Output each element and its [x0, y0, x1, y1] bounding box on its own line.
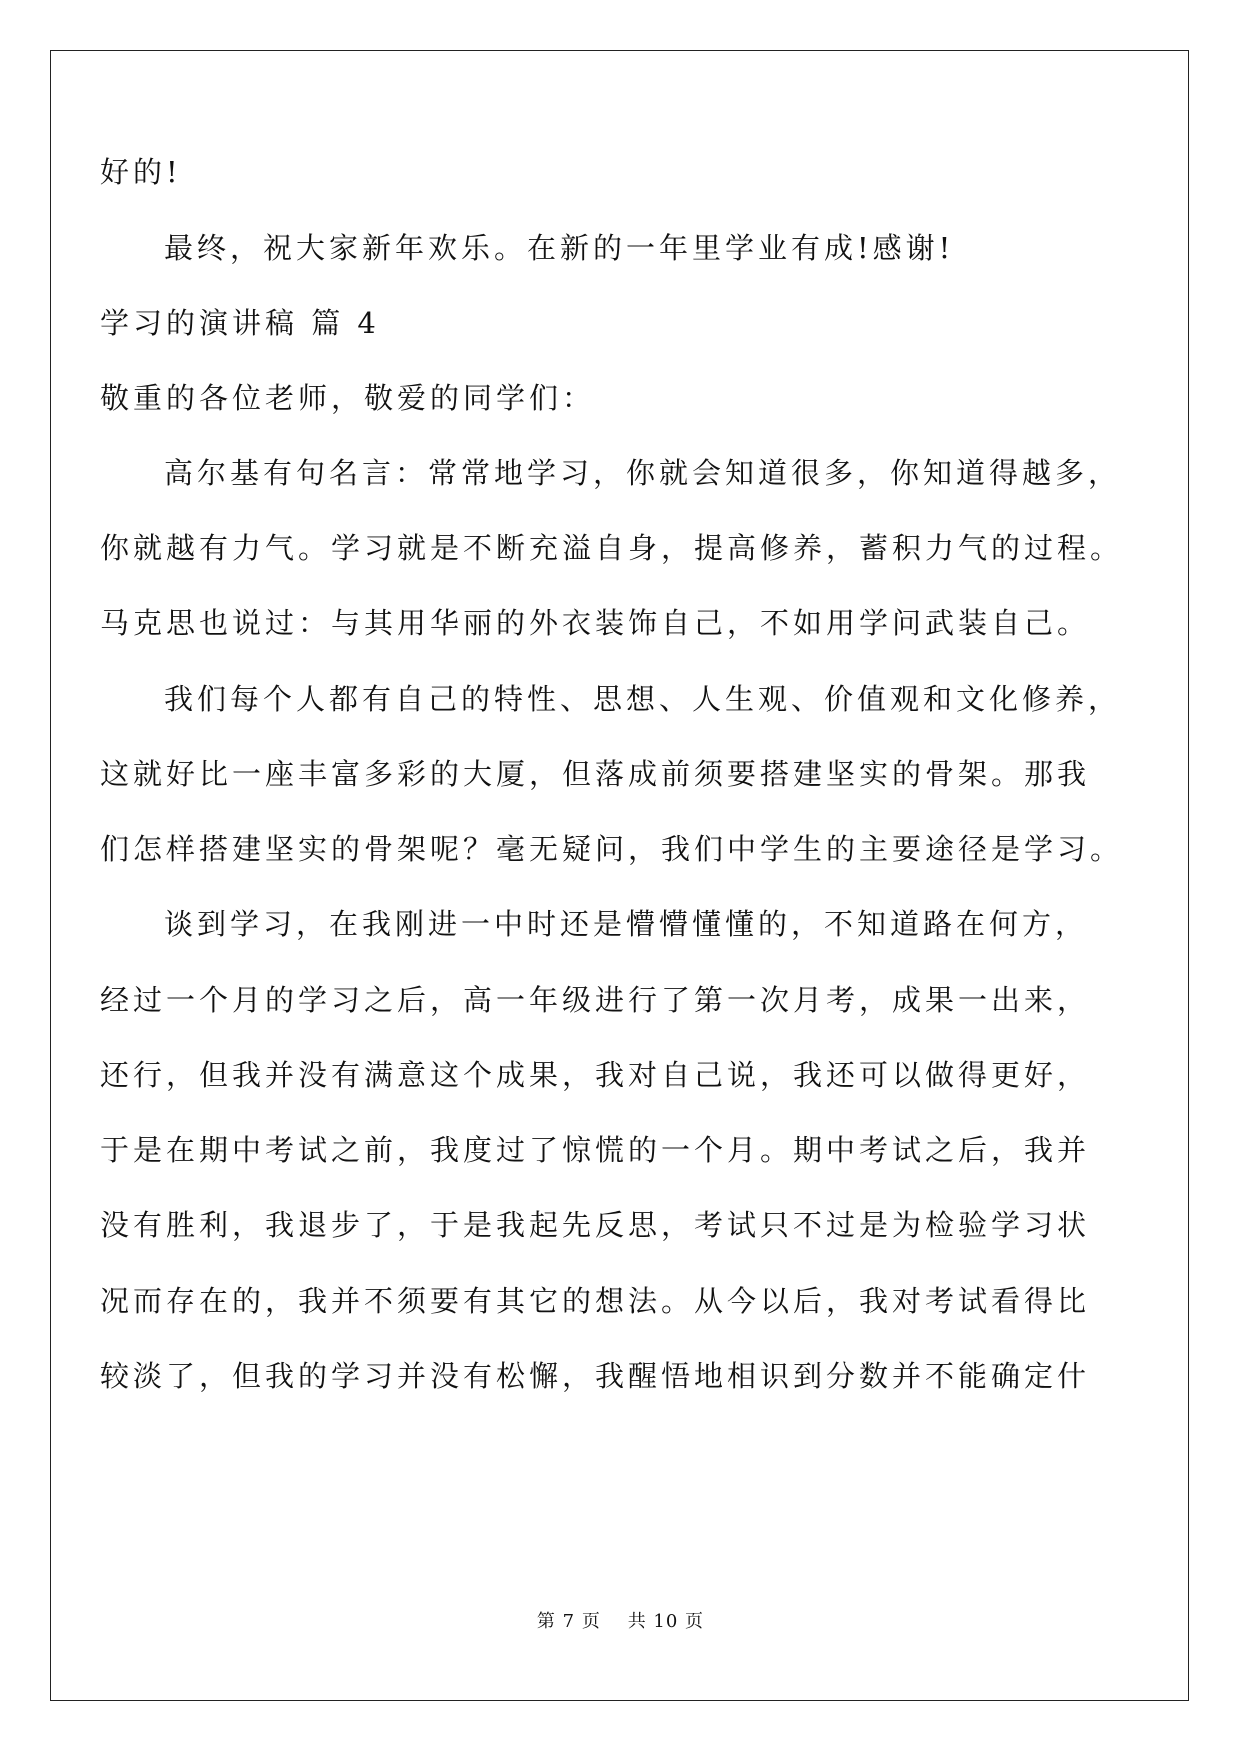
text-line: 好的! — [100, 155, 182, 189]
text-line: 我们每个人都有自己的特性、思想、人生观、价值观和文化修养， — [164, 682, 1122, 716]
text-line: 较淡了，但我的学习并没有松懈，我醒悟地相识到分数并不能确定什 — [100, 1359, 1091, 1393]
text-line: 谈到学习，在我刚进一中时还是懵懵懂懂的，不知道路在何方， — [164, 907, 1089, 941]
text-line: 们怎样搭建坚实的骨架呢？毫无疑问，我们中学生的主要途径是学习。 — [100, 832, 1124, 866]
text-line: 况而存在的，我并不须要有其它的想法。从今以后，我对考试看得比 — [100, 1284, 1091, 1318]
page-border — [50, 50, 1189, 1701]
text-line: 还行，但我并没有满意这个成果，我对自己说，我还可以做得更好， — [100, 1058, 1091, 1092]
section-heading: 学习的演讲稿 篇 4 — [100, 306, 380, 340]
text-line: 没有胜利，我退步了，于是我起先反思，考试只不过是为检验学习状 — [100, 1208, 1091, 1242]
text-line: 高尔基有句名言：常常地学习，你就会知道很多，你知道得越多， — [164, 456, 1122, 490]
text-line: 这就好比一座丰富多彩的大厦，但落成前须要搭建坚实的骨架。那我 — [100, 757, 1091, 791]
text-line: 马克思也说过：与其用华丽的外衣装饰自己，不如用学问武装自己。 — [100, 606, 1091, 640]
salutation: 敬重的各位老师，敬爱的同学们： — [100, 381, 596, 415]
text-line: 你就越有力气。学习就是不断充溢自身，提高修养，蓄积力气的过程。 — [100, 531, 1124, 565]
text-line: 于是在期中考试之前，我度过了惊慌的一个月。期中考试之后，我并 — [100, 1133, 1091, 1167]
text-line: 最终，祝大家新年欢乐。在新的一年里学业有成!感谢! — [164, 231, 955, 265]
page-number: 第 7 页 共 10 页 — [536, 1611, 705, 1632]
text-line: 经过一个月的学习之后，高一年级进行了第一次月考，成果一出来， — [100, 983, 1091, 1017]
page-footer — [0, 1610, 1241, 1634]
